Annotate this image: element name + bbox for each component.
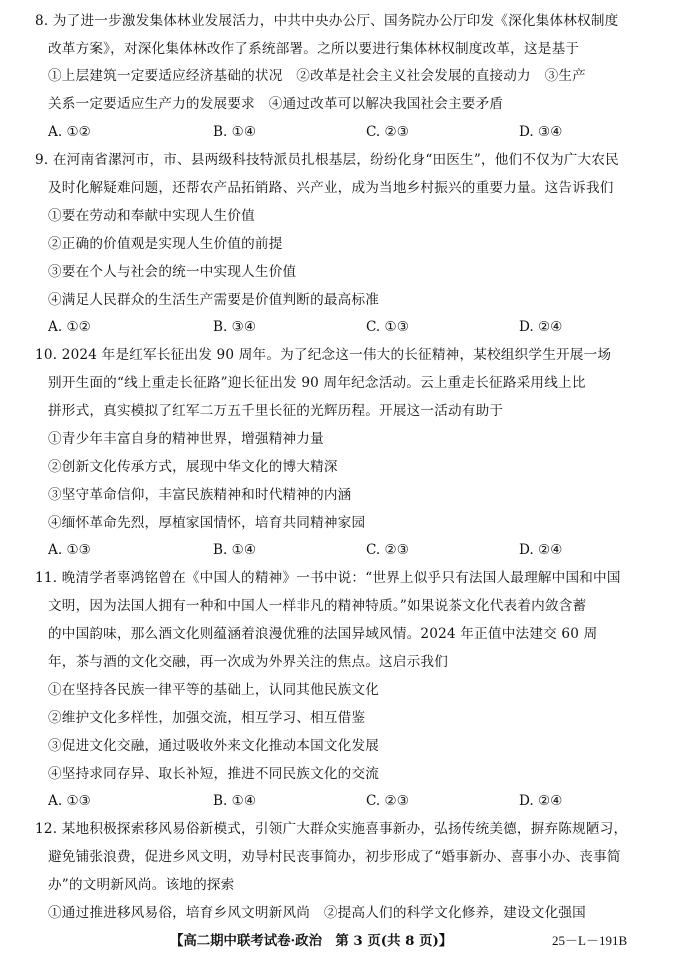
question-10-line-6: ③坚守革命信仰，丰富民族精神和时代精神的内涵 (48, 487, 352, 503)
question-11-line-4: 年，茶与酒的文化交融，再一次成为外界关注的焦点。这启示我们 (48, 654, 449, 670)
question-9-option-d: D. ②④ (519, 319, 563, 335)
question-11-line-8: ④坚持求同存异、取长补短，推进不同民族文化的交流 (48, 766, 380, 782)
question-8-option-d: D. ③④ (519, 124, 563, 140)
question-11-line-2: 文明，因为法国人拥有一种和中国人一样非凡的精神特质。”如果说茶文化代表着内敛含蓄 (48, 598, 587, 614)
page-footer-code: 25－L－191B (552, 933, 628, 948)
question-10-option-b: B. ①④ (213, 542, 257, 558)
question-9-option-b: B. ③④ (213, 319, 257, 335)
question-9-line-1: 9. 在河南省漯河市，市、县两级科技特派员扎根基层，纷纷化身“田医生”，他们不仅为广大农民 (35, 152, 619, 168)
question-9-option-c: C. ①③ (366, 319, 409, 335)
page-footer-title: 【高二期中联考试卷·政治 第 3 页(共 8 页)】 (170, 933, 453, 949)
question-12-line-2: 避免铺张浪费，促进乡风文明，劝导村民丧事简办，初步形成了“婚事新办、喜事小办、丧事简 (48, 849, 621, 865)
question-12-line-4: ①通过推进移风易俗，培育乡风文明新风尚 ②提高人们的科学文化修养，建设文化强国 (48, 905, 586, 921)
question-11-line-6: ②维护文化多样性，加强交流，相互学习、相互借鉴 (48, 710, 366, 726)
question-9-line-5: ③要在个人与社会的统一中实现人生价值 (48, 264, 297, 280)
question-9-line-2: 及时化解疑难问题，还帮农产品拓销路、兴产业，成为当地乡村振兴的重要力量。这告诉我们 (48, 180, 614, 196)
question-9-line-4: ②正确的价值观是实现人生价值的前提 (48, 236, 283, 252)
question-8-line-4: 关系一定要适应生产力的发展要求 ④通过改革可以解决我国社会主要矛盾 (48, 96, 504, 112)
question-9-line-3: ①要在劳动和奉献中实现人生价值 (48, 208, 255, 224)
question-10-line-4: ①青少年丰富自身的精神世界，增强精神力量 (48, 431, 324, 447)
question-11-option-b: B. ①④ (213, 793, 257, 809)
question-12-line-1: 12. 某地积极探索移风易俗新模式，引领广大群众实施喜事新办，弘扬传统美德，摒弃陈规陋习， (35, 821, 628, 837)
question-10-line-1: 10. 2024 年是红军长征出发 90 周年。为了纪念这一伟大的长征精神，某校组织学生开展一场 (35, 347, 612, 363)
question-10-option-d: D. ②④ (519, 542, 563, 558)
question-8-option-c: C. ②③ (366, 124, 409, 140)
question-11-line-7: ③促进文化交融，通过吸收外来文化推动本国文化发展 (48, 738, 380, 754)
question-9-option-a: A. ①② (48, 319, 91, 335)
question-12-line-3: 办”的文明新风尚。该地的探索 (48, 877, 235, 893)
question-10-option-c: C. ②③ (366, 542, 409, 558)
question-11-option-c: C. ②③ (366, 793, 409, 809)
question-11-option-d: D. ②④ (519, 793, 563, 809)
question-10-line-5: ②创新文化传承方式，展现中华文化的博大精深 (48, 459, 338, 475)
question-8-line-1: 8. 为了进一步激发集体林业发展活力，中共中央办公厅、国务院办公厅印发《深化集体林权制度 (35, 13, 619, 29)
question-8-option-a: A. ①② (48, 124, 91, 140)
question-8-option-b: B. ①④ (213, 124, 257, 140)
question-8-line-2: 改革方案》，对深化集体林改作了系统部署。之所以要进行集体林权制度改革，这是基于 (48, 41, 580, 57)
question-11-option-a: A. ①③ (48, 793, 91, 809)
question-8-line-3: ①上层建筑一定要适应经济基础的状况 ②改革是社会主义社会发展的直接动力 ③生产 (48, 68, 586, 84)
question-9-line-6: ④满足人民群众的生活生产需要是价值判断的最高标准 (48, 292, 380, 308)
question-10-option-a: A. ①③ (48, 542, 91, 558)
question-10-line-3: 拼形式，真实模拟了红军二万五千里长征的光辉历程。开展这一活动有助于 (48, 403, 504, 419)
question-11-line-1: 11. 晚清学者辜鸿铭曾在《中国人的精神》一书中说：“世界上似乎只有法国人最理解中国和中国 (35, 570, 621, 586)
question-11-line-5: ①在坚持各民族一律平等的基础上，认同其他民族文化 (48, 682, 380, 698)
question-10-line-2: 别开生面的“线上重走长征路”迎长征出发 90 周年纪念活动。云上重走长征路采用线上比 (48, 375, 586, 391)
question-10-line-7: ④缅怀革命先烈，厚植家国情怀，培育共同精神家园 (48, 515, 366, 531)
question-11-line-3: 的中国韵味，那么酒文化则蕴涵着浪漫优雅的法国异域风情。2024 年正值中法建交 60 周 (48, 626, 598, 642)
